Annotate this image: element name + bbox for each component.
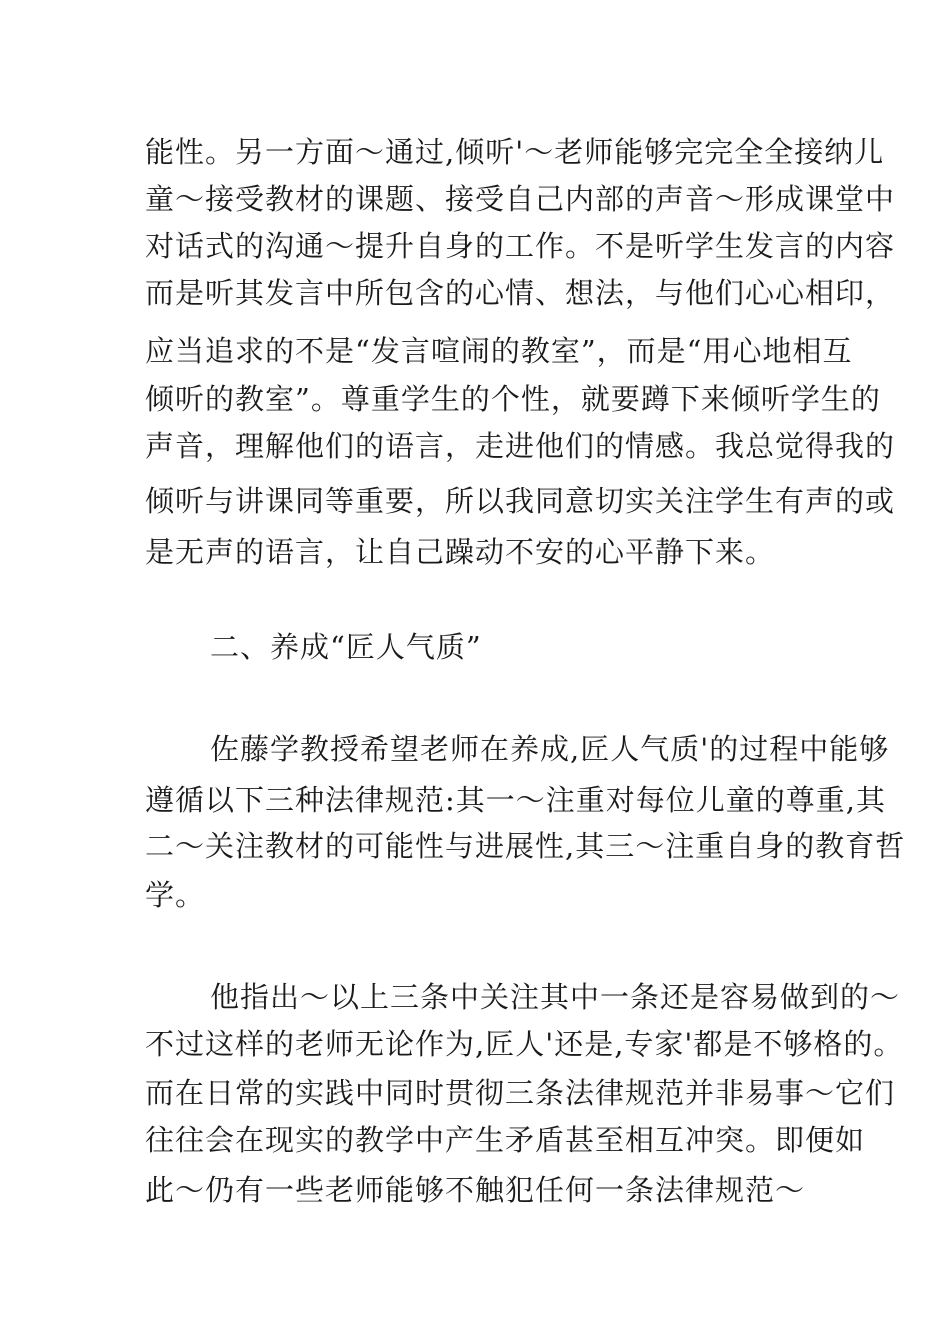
text-line: 是无声的语言，让自己躁动不安的心平静下来。	[145, 535, 776, 569]
text-line: 此～仍有一些老师能够不触犯任何一条法律规范～	[145, 1173, 806, 1207]
text-line: 而是听其发言中所包含的心情、想法，与他们心心相印，	[145, 276, 896, 310]
text-line: 往往会在现实的教学中产生矛盾甚至相互冲突。即便如	[145, 1123, 866, 1157]
text-line: 二～关注教材的可能性与进展性,其三～注重自身的教育哲	[145, 829, 906, 863]
text-line: 学。	[145, 878, 206, 912]
text-line: 应当追求的不是“发言喧闹的教室”，而是“用心地相互	[145, 334, 853, 368]
text-line: 童～接受教材的课题、接受自己内部的声音～形成课堂中	[145, 182, 896, 216]
text-line: 不过这样的老师无论作为,匠人'还是,专家'都是不够格的。	[145, 1027, 904, 1061]
text-line: 倾听与讲课同等重要，所以我同意切实关注学生有声的或	[145, 484, 896, 518]
text-line: 声音，理解他们的语言，走进他们的情感。我总觉得我的	[145, 429, 896, 463]
text-line: 倾听的教室”。尊重学生的个性，就要蹲下来倾听学生的	[145, 382, 881, 416]
text-line: 能性。另一方面～通过,倾听'～老师能够完完全全接纳儿	[145, 135, 885, 169]
text-line: 遵循以下三种法律规范:其一～注重对每位儿童的尊重,其	[145, 783, 886, 817]
text-line: 他指出～以上三条中关注其中一条还是容易做到的～	[210, 980, 901, 1014]
text-line: 而在日常的实践中同时贯彻三条法律规范并非易事～它们	[145, 1076, 896, 1110]
text-line: 对话式的沟通～提升自身的工作。不是听学生发言的内容	[145, 229, 896, 263]
section-heading: 二、养成“匠人气质”	[210, 630, 482, 664]
text-line: 佐藤学教授希望老师在养成,匠人气质'的过程中能够	[210, 732, 890, 766]
